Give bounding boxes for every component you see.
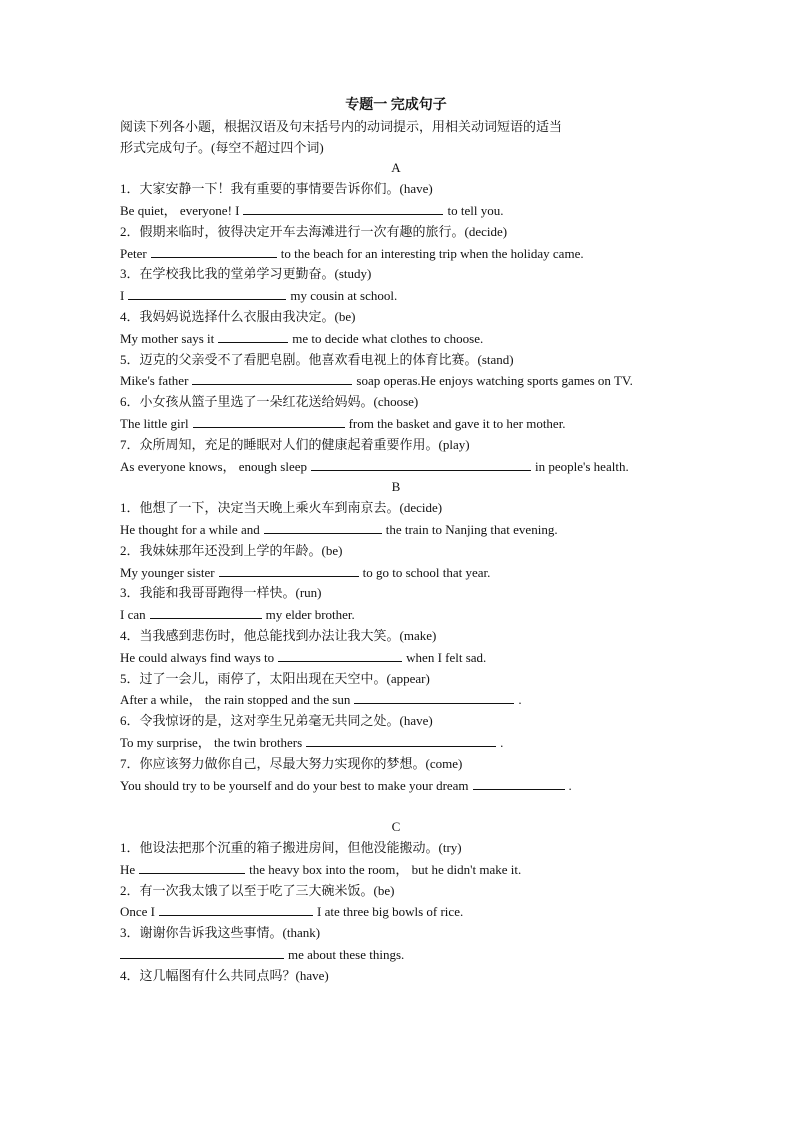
- answer-blank[interactable]: [243, 200, 443, 215]
- question-en: [120, 285, 672, 307]
- question-cn: 2．假期来临时，彼得决定开车去海滩进行一次有趣的旅行。(decide): [120, 223, 508, 239]
- en-after: from the basket and gave it to her mother.: [348, 415, 566, 431]
- question-en: [120, 604, 672, 626]
- instruction-line-2: 形式完成句子。(每空不超过四个词): [120, 139, 324, 155]
- question-cn: 2．我妹妹那年还没到上学的年龄。(be): [120, 542, 343, 558]
- en-after: in people's health.: [535, 458, 629, 474]
- question-cn: 1．他想了一下，决定当天晚上乘火车到南京去。(decide): [120, 500, 443, 516]
- question-en: [120, 370, 672, 392]
- answer-blank[interactable]: [278, 647, 402, 662]
- en-before: Be quiet， everyone! I: [120, 202, 240, 218]
- answer-blank[interactable]: [139, 859, 245, 874]
- question-en: [120, 944, 672, 966]
- en-before: My mother says it: [120, 330, 215, 346]
- question-en: [120, 328, 672, 350]
- question-cn: 3．谢谢你告诉我这些事情。(thank): [120, 925, 321, 941]
- question-cn: 3．我能和我哥哥跑得一样快。(run): [120, 585, 322, 601]
- page-title: 专题一 完成句子: [345, 98, 447, 113]
- instruction-line-1: 阅读下列各小题，根据汉语及句末括号内的动词提示，用相关动词短语的适当: [120, 118, 563, 134]
- en-after: my elder brother.: [265, 607, 355, 623]
- en-before: You should try to be yourself and do your best to make your dream: [120, 777, 469, 793]
- question-en: [120, 775, 672, 797]
- question-en: [120, 413, 672, 435]
- answer-blank[interactable]: [120, 944, 284, 959]
- section-c-label: C: [391, 819, 401, 835]
- en-after: me about these things.: [288, 947, 405, 963]
- en-before: To my surprise， the twin brothers: [120, 734, 303, 750]
- en-after: .: [500, 734, 504, 750]
- answer-blank[interactable]: [264, 519, 382, 534]
- en-after: soap operas.He enjoys watching sports games on TV.: [356, 373, 633, 389]
- answer-blank[interactable]: [128, 285, 286, 300]
- en-before: Once I: [120, 904, 156, 920]
- section-gap: [120, 796, 672, 817]
- en-after: .: [568, 777, 572, 793]
- question-cn: 4．当我感到悲伤时，他总能找到办法让我大笑。(make): [120, 627, 437, 643]
- question-en: [120, 732, 672, 754]
- en-after: me to decide what clothes to choose.: [292, 330, 484, 346]
- question-cn: 6．令我惊讶的是，这对孪生兄弟毫无共同之处。(have): [120, 713, 433, 729]
- en-before: I can: [120, 607, 146, 623]
- question-en: [120, 859, 672, 881]
- en-before: He could always find ways to: [120, 649, 275, 665]
- question-cn: 1．大家安静一下！我有重要的事情要告诉你们。(have): [120, 181, 433, 197]
- section-a-label: A: [391, 160, 401, 176]
- answer-blank[interactable]: [306, 732, 496, 747]
- en-before: I: [120, 288, 125, 304]
- answer-blank[interactable]: [473, 775, 565, 790]
- question-cn: 4．这几幅图有什么共同点吗？(have): [120, 967, 329, 983]
- en-before: After a while， the rain stopped and the sun: [120, 692, 351, 708]
- question-cn: 3．在学校我比我的堂弟学习更勤奋。(study): [120, 266, 372, 282]
- question-cn: 5．过了一会儿，雨停了，太阳出现在天空中。(appear): [120, 670, 430, 686]
- question-en: [120, 456, 672, 478]
- answer-blank[interactable]: [193, 413, 345, 428]
- answer-blank[interactable]: [219, 562, 359, 577]
- answer-blank[interactable]: [354, 689, 514, 704]
- en-before: The little girl: [120, 415, 189, 431]
- en-before: As everyone knows， enough sleep: [120, 458, 308, 474]
- en-before: He thought for a while and: [120, 521, 260, 537]
- en-after: .: [518, 692, 522, 708]
- en-after: the heavy box into the room， but he didn't make it.: [249, 861, 522, 877]
- answer-blank[interactable]: [159, 901, 313, 916]
- question-en: [120, 200, 672, 222]
- en-after: I ate three big bowls of rice.: [317, 904, 464, 920]
- answer-blank[interactable]: [218, 328, 288, 343]
- en-after: to tell you.: [447, 202, 504, 218]
- answer-blank[interactable]: [151, 243, 277, 258]
- question-cn: 7．你应该努力做你自己，尽最大努力实现你的梦想。(come): [120, 755, 463, 771]
- en-before: Mike's father: [120, 373, 189, 389]
- section-b-label: B: [391, 479, 401, 495]
- answer-blank[interactable]: [192, 370, 352, 385]
- question-en: [120, 562, 672, 584]
- en-after: to the beach for an interesting trip when the holiday came.: [280, 245, 584, 261]
- question-cn: 4．我妈妈说选择什么衣服由我决定。(be): [120, 308, 356, 324]
- question-en: [120, 901, 672, 923]
- worksheet-page: [120, 96, 672, 987]
- en-after: my cousin at school.: [290, 288, 398, 304]
- question-cn: 5．迈克的父亲受不了看肥皂剧。他喜欢看电视上的体育比赛。(stand): [120, 351, 514, 367]
- en-before: He: [120, 861, 136, 877]
- question-cn: 2．有一次我太饿了以至于吃了三大碗米饭。(be): [120, 882, 395, 898]
- en-before: Peter: [120, 245, 147, 261]
- question-cn: 7．众所周知，充足的睡眠对人们的健康起着重要作用。(play): [120, 436, 470, 452]
- en-after: the train to Nanjing that evening.: [385, 521, 558, 537]
- en-after: to go to school that year.: [362, 564, 491, 580]
- question-cn: 6．小女孩从篮子里选了一朵红花送给妈妈。(choose): [120, 394, 419, 410]
- en-before: My younger sister: [120, 564, 215, 580]
- question-en: [120, 243, 672, 265]
- answer-blank[interactable]: [311, 456, 531, 471]
- answer-blank[interactable]: [150, 604, 262, 619]
- en-after: when I felt sad.: [406, 649, 487, 665]
- question-en: [120, 689, 672, 711]
- question-en: [120, 647, 672, 669]
- question-cn: 1．他设法把那个沉重的箱子搬进房间，但他没能搬动。(try): [120, 840, 462, 856]
- question-en: [120, 519, 672, 541]
